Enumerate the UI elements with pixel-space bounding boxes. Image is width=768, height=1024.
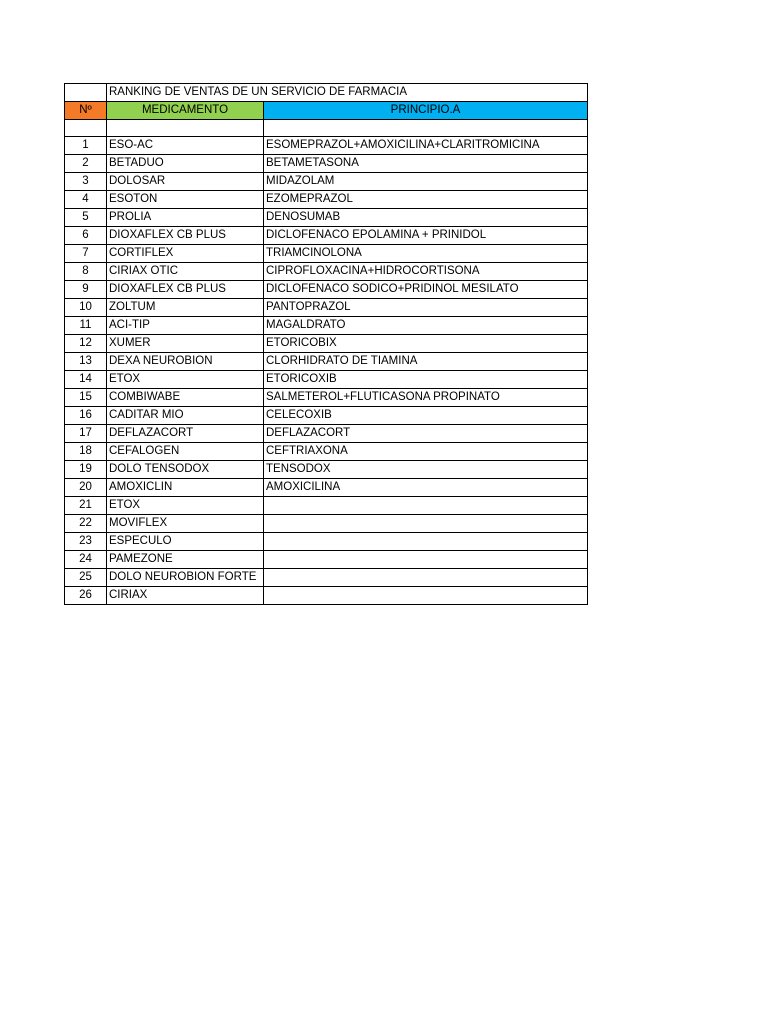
cell-medicamento[interactable]: DOLOSAR — [107, 173, 264, 191]
cell-principio[interactable]: AMOXICILINA — [264, 479, 588, 497]
cell-principio[interactable]: SALMETEROL+FLUTICASONA PROPINATO — [264, 389, 588, 407]
table-row — [65, 227, 588, 245]
cell-principio[interactable] — [264, 533, 588, 551]
cell-medicamento[interactable]: ESO-AC — [107, 137, 264, 155]
title-row — [65, 84, 588, 102]
cell-medicamento[interactable]: CEFALOGEN — [107, 443, 264, 461]
cell-num[interactable]: 9 — [65, 281, 107, 299]
cell-num[interactable]: 26 — [65, 587, 107, 605]
cell-principio[interactable]: CEFTRIAXONA — [264, 443, 588, 461]
cell-num[interactable]: 3 — [65, 173, 107, 191]
cell-num[interactable]: 15 — [65, 389, 107, 407]
cell-principio[interactable] — [264, 551, 588, 569]
cell-num[interactable]: 5 — [65, 209, 107, 227]
sheet-title: RANKING DE VENTAS DE UN SERVICIO DE FARMACIA — [109, 86, 407, 98]
cell-principio[interactable]: MAGALDRATO — [264, 317, 588, 335]
cell-num[interactable]: 24 — [65, 551, 107, 569]
cell-principio[interactable] — [264, 587, 588, 605]
cell-medicamento[interactable]: ETOX — [107, 497, 264, 515]
table-row — [65, 137, 588, 155]
table-row — [65, 281, 588, 299]
cell-num[interactable]: 20 — [65, 479, 107, 497]
cell-medicamento[interactable]: COMBIWABE — [107, 389, 264, 407]
table-row — [65, 353, 588, 371]
cell-medicamento[interactable]: DOLO TENSODOX — [107, 461, 264, 479]
cell-num[interactable]: 13 — [65, 353, 107, 371]
cell-principio[interactable] — [264, 569, 588, 587]
cell-num[interactable]: 17 — [65, 425, 107, 443]
spreadsheet — [64, 83, 587, 605]
cell-num[interactable]: 8 — [65, 263, 107, 281]
cell-medicamento[interactable]: MOVIFLEX — [107, 515, 264, 533]
cell-medicamento[interactable]: ACI-TIP — [107, 317, 264, 335]
cell-medicamento[interactable]: CIRIAX — [107, 587, 264, 605]
cell-principio[interactable]: MIDAZOLAM — [264, 173, 588, 191]
cell-num[interactable]: 19 — [65, 461, 107, 479]
cell-num[interactable]: 1 — [65, 137, 107, 155]
cell-principio[interactable]: TRIAMCINOLONA — [264, 245, 588, 263]
cell-principio[interactable]: DENOSUMAB — [264, 209, 588, 227]
table-row — [65, 317, 588, 335]
table-row — [65, 569, 588, 587]
table-row — [65, 533, 588, 551]
cell-num[interactable]: 4 — [65, 191, 107, 209]
cell-medicamento[interactable]: DEFLAZACORT — [107, 425, 264, 443]
cell-medicamento[interactable]: CADITAR MIO — [107, 407, 264, 425]
cell-medicamento[interactable]: DIOXAFLEX CB PLUS — [107, 227, 264, 245]
table-row — [65, 479, 588, 497]
header-medicamento[interactable]: MEDICAMENTO — [107, 102, 264, 120]
blank-row — [65, 120, 588, 137]
ranking-table — [64, 83, 588, 605]
cell-medicamento[interactable]: DIOXAFLEX CB PLUS — [107, 281, 264, 299]
table-row — [65, 371, 588, 389]
cell-medicamento[interactable]: ESPECULO — [107, 533, 264, 551]
table-row — [65, 209, 588, 227]
cell-principio[interactable]: DEFLAZACORT — [264, 425, 588, 443]
table-row — [65, 551, 588, 569]
cell-medicamento[interactable]: ESOTON — [107, 191, 264, 209]
cell-principio[interactable]: PANTOPRAZOL — [264, 299, 588, 317]
cell-num[interactable]: 10 — [65, 299, 107, 317]
blank-cell[interactable] — [65, 120, 107, 137]
cell-medicamento[interactable]: DOLO NEUROBION FORTE — [107, 569, 264, 587]
cell-num[interactable]: 12 — [65, 335, 107, 353]
cell-num[interactable]: 7 — [65, 245, 107, 263]
cell-medicamento[interactable]: CIRIAX OTIC — [107, 263, 264, 281]
title-blank-cell[interactable] — [65, 84, 107, 102]
table-row — [65, 515, 588, 533]
cell-medicamento[interactable]: BETADUO — [107, 155, 264, 173]
cell-principio[interactable]: ETORICOBIX — [264, 335, 588, 353]
table-row — [65, 443, 588, 461]
cell-num[interactable]: 11 — [65, 317, 107, 335]
cell-principio[interactable]: ESOMEPRAZOL+AMOXICILINA+CLARITROMICINA — [264, 137, 588, 155]
table-row — [65, 263, 588, 281]
table-row — [65, 587, 588, 605]
table-row — [65, 389, 588, 407]
title-cell[interactable] — [107, 84, 407, 102]
cell-num[interactable]: 14 — [65, 371, 107, 389]
table-row — [65, 407, 588, 425]
cell-num[interactable]: 23 — [65, 533, 107, 551]
cell-principio[interactable]: BETAMETASONA — [264, 155, 588, 173]
table-row — [65, 191, 588, 209]
table-row — [65, 155, 588, 173]
header-principio[interactable]: PRINCIPIO.A — [264, 102, 588, 120]
cell-medicamento[interactable]: CORTIFLEX — [107, 245, 264, 263]
cell-principio[interactable] — [264, 515, 588, 533]
cell-num[interactable]: 16 — [65, 407, 107, 425]
cell-num[interactable]: 6 — [65, 227, 107, 245]
cell-principio[interactable]: CLORHIDRATO DE TIAMINA — [264, 353, 588, 371]
table-row — [65, 461, 588, 479]
header-row — [65, 102, 588, 120]
cell-medicamento[interactable]: PAMEZONE — [107, 551, 264, 569]
cell-num[interactable]: 2 — [65, 155, 107, 173]
cell-medicamento[interactable]: ETOX — [107, 371, 264, 389]
cell-medicamento[interactable]: DEXA NEUROBION — [107, 353, 264, 371]
header-num[interactable]: Nº — [65, 102, 107, 120]
cell-num[interactable]: 21 — [65, 497, 107, 515]
cell-medicamento[interactable]: PROLIA — [107, 209, 264, 227]
cell-principio[interactable]: CELECOXIB — [264, 407, 588, 425]
blank-cell[interactable] — [264, 120, 588, 137]
cell-principio[interactable]: ETORICOXIB — [264, 371, 588, 389]
cell-principio[interactable] — [264, 497, 588, 515]
cell-medicamento[interactable]: AMOXICLIN — [107, 479, 264, 497]
cell-num[interactable]: 18 — [65, 443, 107, 461]
table-row — [65, 425, 588, 443]
cell-principio[interactable]: DICLOFENACO SODICO+PRIDINOL MESILATO — [264, 281, 588, 299]
cell-num[interactable]: 25 — [65, 569, 107, 587]
table-row — [65, 245, 588, 263]
table-row — [65, 299, 588, 317]
table-row — [65, 173, 588, 191]
cell-principio[interactable]: EZOMEPRAZOL — [264, 191, 588, 209]
cell-principio[interactable]: CIPROFLOXACINA+HIDROCORTISONA — [264, 263, 588, 281]
table-row — [65, 335, 588, 353]
table-row — [65, 497, 588, 515]
cell-medicamento[interactable]: ZOLTUM — [107, 299, 264, 317]
cell-principio[interactable]: DICLOFENACO EPOLAMINA + PRINIDOL — [264, 227, 588, 245]
cell-num[interactable]: 22 — [65, 515, 107, 533]
cell-medicamento[interactable]: XUMER — [107, 335, 264, 353]
blank-cell[interactable] — [107, 120, 264, 137]
cell-principio[interactable]: TENSODOX — [264, 461, 588, 479]
